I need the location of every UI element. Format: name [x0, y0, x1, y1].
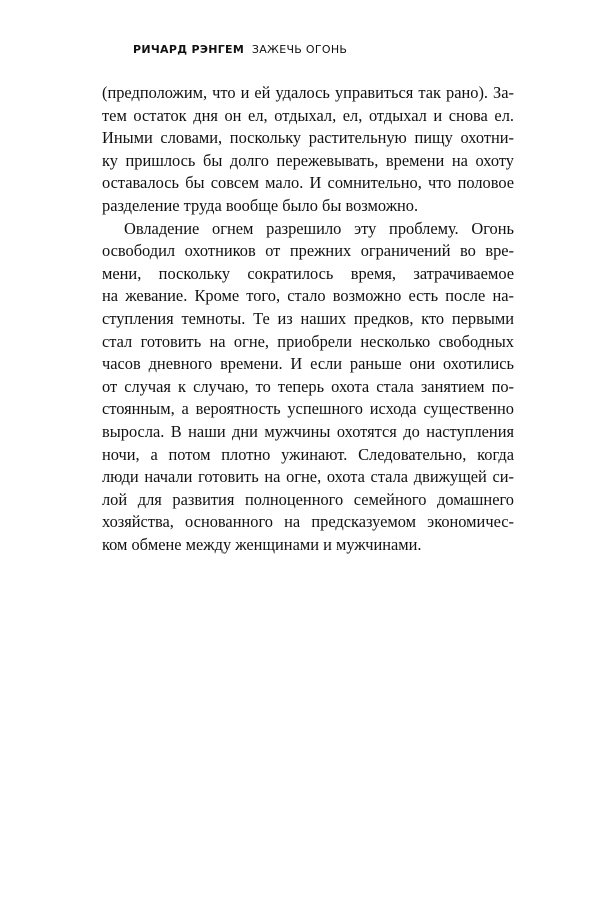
- text-line: мени, поскольку сократилось время, затрачиваемое: [102, 263, 514, 283]
- running-head-author: РИЧАРД РЭНГЕМ: [133, 43, 245, 56]
- text-line: часов дневного времени. И если раньше они охотились: [102, 354, 514, 374]
- text-line: стоянным, а вероятность успешного исхода существенно: [102, 399, 514, 419]
- text-line: люди начали готовить на огне, охота стала движущей си-: [102, 467, 514, 487]
- text-line: ком обмене между женщинами и мужчинами.: [102, 534, 422, 554]
- text-line: выросла. В наши дни мужчины охотятся до наступления: [102, 421, 514, 441]
- text-line: ку пришлось бы долго пережевывать, времени на охоту: [102, 150, 514, 170]
- text-line: ступления темноты. Те из наших предков, кто первыми: [102, 308, 514, 328]
- text-line: разделение труда вообще было бы возможно.: [102, 195, 419, 215]
- running-head-book-title: ЗАЖЕЧЬ ОГОНЬ: [251, 43, 348, 56]
- running-head: [133, 43, 347, 57]
- text-line: освободил охотников от прежних ограничений во вре-: [102, 241, 514, 261]
- text-line: от случая к случаю, то теперь охота стала занятием по-: [102, 376, 514, 396]
- text-line: на жевание. Кроме того, стало возможно есть после на-: [102, 286, 514, 306]
- text-line: лой для развития полноценного семейного домашнего: [102, 489, 514, 509]
- text-line: хозяйства, основанного на предсказуемом экономичес-: [102, 512, 514, 532]
- text-line: (предположим, что и ей удалось управиться так рано). За-: [102, 83, 514, 102]
- body-text: [102, 82, 514, 556]
- text-line: стал готовить на огне, приобрели несколько свободных: [102, 331, 514, 351]
- paragraph-1: [102, 82, 514, 218]
- text-line: ночи, а потом плотно ужинают. Следовательно, когда: [102, 444, 514, 464]
- text-line: оставалось бы совсем мало. И сомнительно, что половое: [102, 173, 514, 193]
- text-line: Овладение огнем разрешило эту проблему. Огонь: [124, 218, 514, 238]
- paragraph-2: [102, 218, 514, 557]
- text-line: Иными словами, поскольку растительную пищу охотни-: [102, 128, 514, 148]
- text-line: тем остаток дня он ел, отдыхал, ел, отдыхал и снова ел.: [102, 105, 514, 125]
